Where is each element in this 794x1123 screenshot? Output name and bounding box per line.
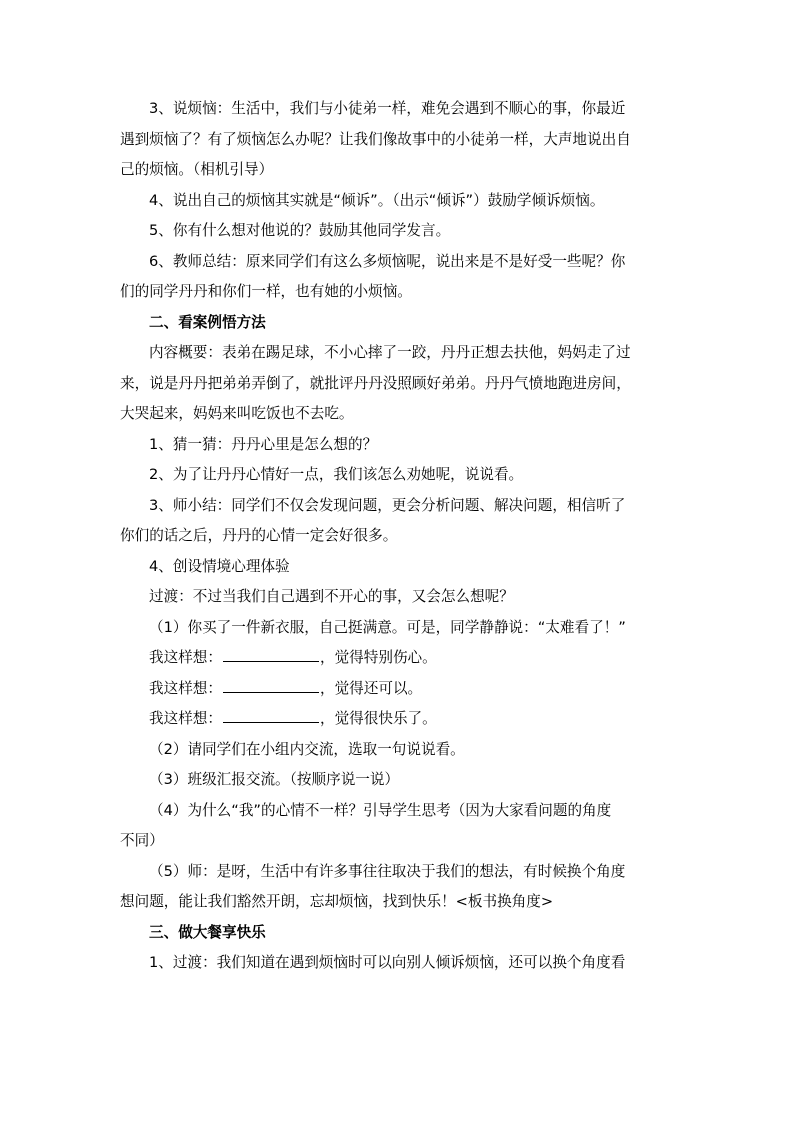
fill-in-blank [223,691,319,693]
paragraph [120,338,676,430]
paragraph [120,582,676,613]
text-line: 4、说出自己的烦恼其实就是“倾诉”。（出示“倾诉”）鼓励学倾诉烦恼。 [149,191,605,209]
text-line: （5）师：是呀，生活中有许多事往往取决于我们的想法，有时候换个角度 [149,862,626,880]
paragraph [120,460,676,491]
paragraph [120,216,676,247]
fill-in-blank [223,721,319,723]
fill-in-suffix: ，觉得很快乐了。 [319,710,437,727]
text-line: 内容概要：表弟在踢足球，不小心摔了一跤，丹丹正想去扶他，妈妈走了过 [149,344,631,361]
text-line: （4）为什么“我”的心情不一样？引导学生思考（因为大家看问题的角度 [149,801,612,819]
section-heading [120,918,676,949]
text-line: （2）请同学们在小组内交流，选取一句说说看。 [149,740,465,758]
paragraph [120,674,676,705]
text-line: 来，说是丹丹把弟弟弄倒了，就批评丹丹没照顾好弟弟。丹丹气愤地跑进房间， [120,374,631,392]
paragraph [120,247,676,308]
paragraph [120,948,676,979]
fill-in-suffix: ，觉得还可以。 [319,679,423,697]
paragraph [120,796,676,857]
text-line: 1、猜一猜：丹丹心里是怎么想的？ [149,435,378,453]
text-line: （3）班级汇报交流。（按顺序说一说） [149,771,400,788]
text-line: 过渡：不过当我们自己遇到不开心的事，又会怎么想呢？ [149,588,514,605]
section-heading [120,308,676,339]
text-line: 们的同学丹丹和你们一样，也有她的小烦恼。 [120,283,412,300]
paragraph [120,613,676,644]
text-line: 大哭起来，妈妈来叫吃饭也不去吃。 [120,405,354,422]
fill-in-prefix: 我这样想： [149,649,222,666]
text-line: 2、为了让丹丹心情好一点，我们该怎么劝她呢，说说看。 [149,466,524,483]
text-line: （1）你买了一件新衣服，自己挺满意。可是，同学静静说：“太难看了！” [149,618,626,636]
text-line: 己的烦恼。（相机引导） [120,161,274,178]
paragraph [120,735,676,766]
paragraph [120,186,676,217]
paragraph [120,765,676,796]
document-page [120,94,676,979]
fill-in-line [120,674,676,705]
paragraph [120,430,676,461]
text-line: 遇到烦恼了？有了烦恼怎么办呢？让我们像故事中的小徒弟一样，大声地说出自 [120,130,631,148]
paragraph [120,94,676,186]
paragraph [120,643,676,674]
text-line: 不同） [120,832,164,849]
text-line: 你们的话之后，丹丹的心情一定会好很多。 [120,527,398,544]
fill-in-line [120,704,676,735]
text-line: 3、师小结：同学们不仅会发现问题，更会分析问题、解决问题，相信听了 [149,496,626,514]
text-line: 3、说烦恼：生活中，我们与小徒弟一样，难免会遇到不顺心的事，你最近 [149,100,626,117]
text-line: 4、创设情境心理体验 [149,557,290,575]
text-line: 二、看案例悟方法 [149,313,266,331]
fill-in-suffix: ，觉得特别伤心。 [319,649,437,666]
fill-in-prefix: 我这样想： [149,679,222,697]
paragraph [120,552,676,583]
text-line: 6、教师总结：原来同学们有这么多烦恼呢，说出来是不是好受一些呢？你 [149,252,626,270]
paragraph [120,704,676,735]
paragraph [120,491,676,552]
paragraph [120,857,676,918]
text-line: 1、过渡：我们知道在遇到烦恼时可以向别人倾诉烦恼，还可以换个角度看 [149,954,626,971]
fill-in-prefix: 我这样想： [149,710,222,727]
text-line: 5、你有什么想对他说的？鼓励其他同学发言。 [149,222,451,239]
fill-in-line [120,643,676,674]
text-line: 想问题，能让我们豁然开朗，忘却烦恼，找到快乐！<板书换角度> [120,893,554,910]
text-line: 三、做大餐享快乐 [149,923,266,941]
fill-in-blank [223,660,319,662]
